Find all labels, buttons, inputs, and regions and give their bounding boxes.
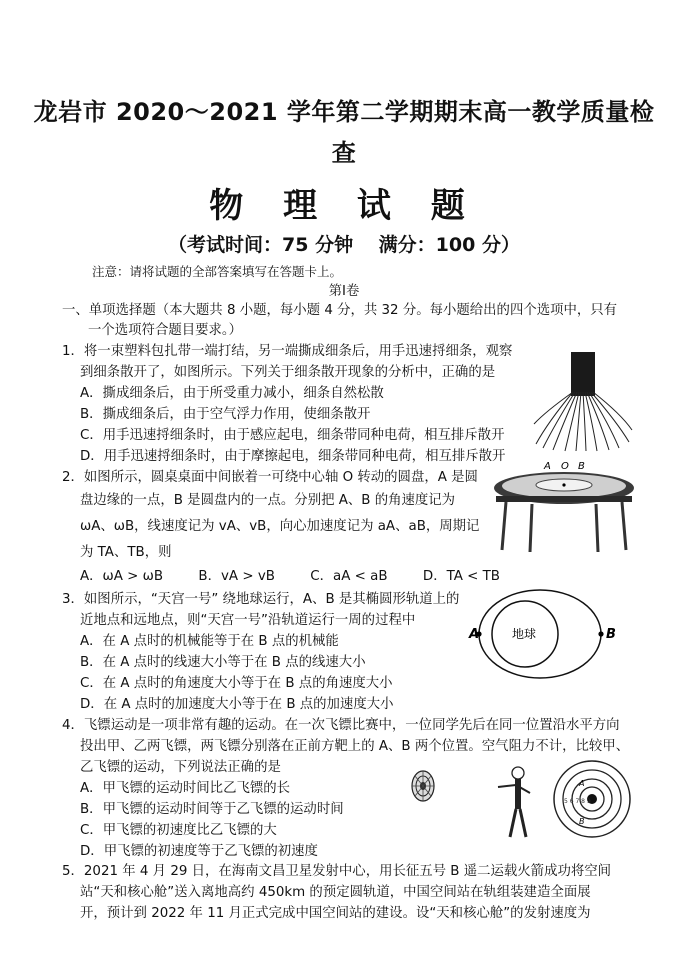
earth-label: 地球 — [512, 627, 537, 641]
exam-title-line1: 龙岩市 2020～2021 学年第二学期期末高一教学质量检 — [33, 98, 655, 126]
q4-stem-line1: 4．飞镖运动是一项非常有趣的运动。在一次飞镖比赛中，一位同学先后在同一位置沿水平方向 — [62, 718, 620, 733]
exam-info: （考试时间：75 分钟 满分：100 分） — [168, 234, 520, 256]
q2-option-d: D．TA < TB — [422, 569, 500, 584]
small-dartboard-figure — [410, 768, 436, 804]
exam-title-line2: 查 — [331, 139, 357, 167]
q3-option-c: C．在 A 点时的角速度大小等于在 B 点的角速度大小 — [80, 676, 393, 691]
q3-stem-line2: 近地点和远地点，则“天宫一号”沿轨道运行一周的过程中 — [80, 613, 416, 628]
volume-label: 第Ⅰ卷 — [328, 284, 360, 299]
q2-stem-line2: 盘边缘的一点，B 是圆盘内的一点。分别把 A、B 的角速度记为 — [80, 493, 456, 508]
q1-option-a: A．撕成细条后，由于所受重力减小，细条自然松散 — [80, 386, 384, 401]
orbit-point-a: A — [469, 627, 480, 642]
strips-figure — [533, 352, 633, 452]
q2-stem-line1: 2．如图所示，圆桌桌面中间嵌着一可绕中心轴 O 转动的圆盘，A 是圆 — [62, 470, 478, 485]
q2-options-row — [80, 565, 500, 584]
q4-option-c: C．甲飞镖的初速度比乙飞镖的大 — [80, 823, 277, 838]
q4-stem-line3: 乙飞镖的运动，下列说法正确的是 — [80, 760, 281, 775]
q3-option-a: A．在 A 点时的机械能等于在 B 点的机械能 — [80, 634, 339, 649]
target-label-a: A — [579, 779, 585, 788]
q2-option-c: C．aA < aB — [310, 569, 388, 584]
q2-stem-line4: 为 TA、TB，则 — [80, 545, 172, 560]
section-heading-line1: 一、单项选择题（本大题共 8 小题，每小题 4 分，共 32 分。每小题给出的四个选项中，只有 — [62, 303, 618, 318]
dart-thrower-figure — [496, 765, 536, 841]
q1-option-d: D．用手迅速捋细条时，由于摩擦起电，细条带同种电荷，相互排斥散开 — [80, 449, 506, 464]
q4-option-a: A．甲飞镖的运动时间比乙飞镖的长 — [80, 781, 291, 796]
section-heading-line2: 一个选项符合题目要求。） — [88, 323, 242, 338]
notice: 注意：请将试题的全部答案填写在答题卡上。 — [92, 264, 343, 279]
q1-option-c: C．用手迅速捋细条时，由于感应起电，细条带同种电荷，相互排斥散开 — [80, 428, 505, 443]
q1-stem-line2: 到细条散开了，如图所示。下列关于细条散开现象的分析中，正确的是 — [80, 365, 496, 380]
q1-option-b: B．撕成细条后，由于空气浮力作用，使细条散开 — [80, 407, 371, 422]
q1-stem-line1: 1．将一束塑料包扎带一端打结，另一端撕成细条后，用手迅速捋细条，观察 — [62, 344, 513, 359]
q4-option-b: B．甲飞镖的运动时间等于乙飞镖的运动时间 — [80, 802, 344, 817]
q5-stem-line1: 5．2021 年 4 月 29 日，在海南文昌卫星发射中心，用长征五号 B 遥二运载火箭成功将空间 — [62, 864, 612, 879]
q4-stem-line2: 投出甲、乙两飞镖，两飞镖分别落在正前方靶上的 A、B 两个位置。空气阻力不计，比较甲、 — [80, 739, 630, 754]
q5-stem-line2: 站“天和核心舱”送入离地高约 450km 的预定圆轨道，中国空间站在轨组装建造全面展 — [80, 885, 591, 900]
target-label-b: B — [579, 817, 585, 826]
subject-title: 物 理 试 题 — [209, 186, 479, 226]
q3-option-b: B．在 A 点时的线速大小等于在 B 点的线速大小 — [80, 655, 366, 670]
table-label-a: A — [544, 461, 551, 472]
round-table-figure — [492, 458, 636, 554]
target-figure — [552, 756, 632, 842]
orbit-figure — [468, 586, 618, 686]
q2-option-b: B．vA > vB — [198, 569, 275, 584]
q2-option-a: A．ωA > ωB — [80, 569, 164, 584]
table-label-o: O — [561, 461, 569, 472]
orbit-point-b: B — [606, 627, 616, 642]
svg-text:5 6 7 8 9: 5 6 7 8 9 — [564, 798, 591, 805]
q3-stem-line1: 3．如图所示，“天宫一号” 绕地球运行，A、B 是其椭圆形轨道上的 — [62, 592, 460, 607]
q2-stem-line3: ωA、ωB，线速度记为 vA、vB，向心加速度记为 aA、aB，周期记 — [80, 519, 480, 534]
q5-stem-line3: 开，预计到 2022 年 11 月正式完成中国空间站的建设。设“天和核心舱”的发射速度为 — [80, 906, 591, 921]
q3-option-d: D．在 A 点时的加速度大小等于在 B 点的加速度大小 — [80, 697, 394, 712]
q4-option-d: D．甲飞镖的初速度等于乙飞镖的初速度 — [80, 844, 318, 859]
table-label-b: B — [578, 461, 585, 472]
